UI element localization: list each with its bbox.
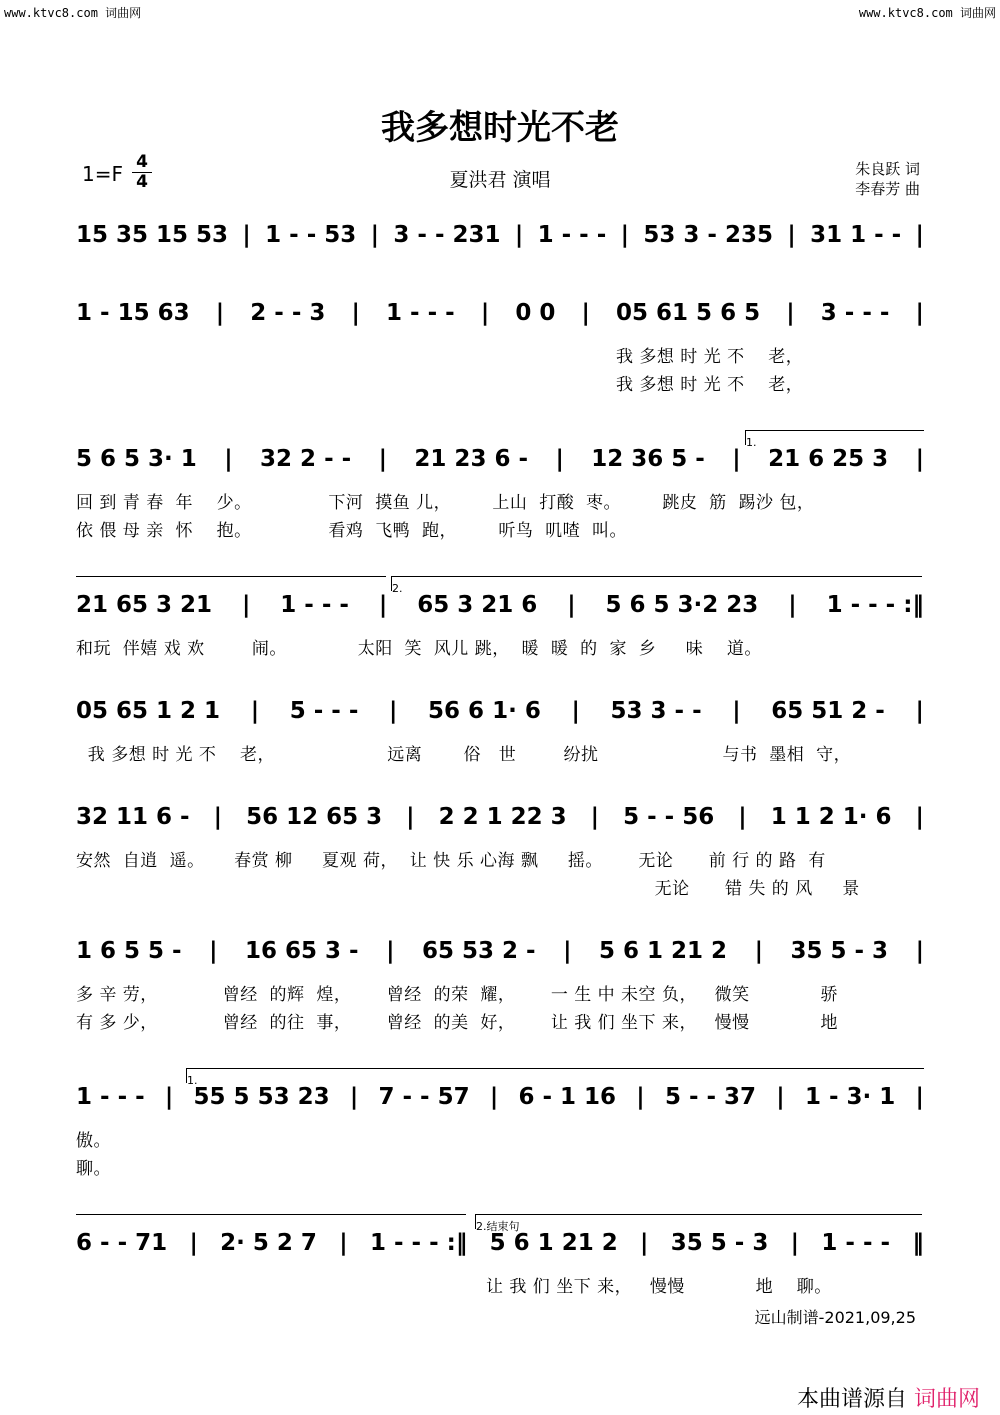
measure: 56 12 65 3 xyxy=(246,804,383,830)
measure: 2· 5 2 7 xyxy=(220,1230,317,1256)
barline: | xyxy=(242,222,251,248)
transcriber-credit: 远山制谱-2021,09,25 xyxy=(754,1308,916,1327)
lyric-line-3a: 回 到 青 春 年 少。 下河 摸鱼 儿， 上山 打酸 枣。 跳皮 筋 踢沙 包， xyxy=(76,493,815,513)
measure: 5 - - 56 xyxy=(623,804,715,830)
barline: | xyxy=(514,222,524,248)
source-text: 本曲谱源自 xyxy=(796,1387,907,1412)
ending-label: 1. xyxy=(187,1074,198,1087)
barline: | xyxy=(915,300,924,326)
measure: 5 - - - xyxy=(289,698,359,724)
measure: 65 53 2 - xyxy=(422,938,536,964)
barline: | xyxy=(351,300,360,326)
ending-label: 2. xyxy=(392,582,403,595)
measure: 21 65 3 21 xyxy=(76,592,213,618)
measure: 35 5 - 3 xyxy=(790,938,889,964)
score-line-3 xyxy=(76,446,924,480)
ending-bracket-2-line9 xyxy=(475,1214,922,1233)
lyric-line-9: 让 我 们 坐下 来， 慢慢 地 聊。 xyxy=(486,1277,832,1297)
barline: | xyxy=(378,446,387,472)
score-line-7 xyxy=(76,938,924,972)
lyric-line-7b: 有 多 少， 曾经 的往 事， 曾经 的美 好， 让 我 们 坐下 来， 慢慢 地 xyxy=(76,1013,838,1033)
time-signature-bottom: 4 xyxy=(132,172,152,192)
barline: | xyxy=(563,938,572,964)
source-note xyxy=(797,1382,980,1413)
barline: | xyxy=(241,592,251,618)
measure: 15 35 15 53 xyxy=(76,222,229,248)
measure: 32 11 6 - xyxy=(76,804,190,830)
lyric-line-3b: 依 偎 母 亲 怀 抱。 看鸡 飞鸭 跑， 听鸟 叽喳 叫。 xyxy=(76,521,627,541)
barline: | xyxy=(915,938,924,964)
score-line-5 xyxy=(76,698,924,732)
measure: 1 - 3· 1 xyxy=(804,1084,896,1110)
barline: | xyxy=(732,446,741,472)
barline: | xyxy=(581,300,590,326)
barline: | xyxy=(788,592,797,618)
lyric-line-5: 我 多想 时 光 不 老， 远离 俗 世 纷扰 与书 墨相 守， xyxy=(76,745,852,765)
measure: 1 - 15 63 xyxy=(76,300,190,326)
barline: | xyxy=(489,1084,499,1110)
measure: 5 6 5 3· 1 xyxy=(76,446,197,472)
measure: 1 - - 53 xyxy=(265,222,357,248)
barline: | xyxy=(378,592,388,618)
lyric-line-4: 和玩 伴嬉 戏 欢 闹。 太阳 笑 风儿 跳， 暖 暖 的 家 乡 味 道。 xyxy=(76,639,762,659)
measure: 2 2 1 22 3 xyxy=(438,804,567,830)
ending-bracket-1-line3 xyxy=(745,430,924,449)
lyric-line-2b: 我 多想 时 光 不 老， xyxy=(616,375,804,395)
score-line-9 xyxy=(76,1230,924,1264)
measure: 31 1 - - xyxy=(810,222,902,248)
score-line-4 xyxy=(76,592,924,626)
measure: 1 1 2 1· 6 xyxy=(770,804,892,830)
lyric-line-6a: 安然 自逍 遥。 春赏 柳 夏观 荷， 让 快 乐 心海 飘 摇。 无论 前 行 的 路 有 xyxy=(76,851,826,871)
score-line-8 xyxy=(76,1084,924,1118)
barline: | xyxy=(250,698,260,724)
barline: | xyxy=(915,804,924,830)
composer: 李春芳 曲 xyxy=(855,180,920,198)
measure: 21 23 6 - xyxy=(414,446,529,472)
barline: | xyxy=(213,804,223,830)
barline: | xyxy=(567,592,576,618)
barline: 1 - - - :‖ xyxy=(369,1230,468,1256)
barline: | xyxy=(590,804,600,830)
measure: 55 5 53 23 xyxy=(193,1084,330,1110)
measure: 1 - - - xyxy=(821,1230,891,1256)
barline: | xyxy=(620,222,630,248)
measure: 0 0 xyxy=(515,300,556,326)
barline: | xyxy=(915,446,924,472)
barline: | xyxy=(224,446,233,472)
measure: 5 6 5 3·2 23 xyxy=(605,592,759,618)
barline: | xyxy=(164,1084,174,1110)
barline: 1 - - - :‖ xyxy=(826,592,924,618)
measure: 53 3 - - xyxy=(610,698,702,724)
barline: | xyxy=(339,1230,348,1256)
measure: 56 6 1· 6 xyxy=(428,698,541,724)
barline: | xyxy=(209,938,218,964)
measure: 65 51 2 - xyxy=(771,698,885,724)
score-line-1 xyxy=(76,222,924,256)
barline: | xyxy=(732,698,741,724)
measure: 6 - - 71 xyxy=(76,1230,168,1256)
measure: 35 5 - 3 xyxy=(670,1230,769,1256)
barline: | xyxy=(738,804,747,830)
barline: | xyxy=(915,698,924,724)
barline: | xyxy=(215,300,225,326)
ending-label: 2.结束句 xyxy=(476,1220,520,1233)
barline: | xyxy=(386,938,395,964)
measure: 16 65 3 - xyxy=(245,938,359,964)
barline: | xyxy=(571,698,580,724)
measure: 05 61 5 6 5 xyxy=(616,300,761,326)
barline: | xyxy=(636,1084,645,1110)
barline: | xyxy=(915,222,924,248)
barline: | xyxy=(480,300,490,326)
song-title: 我多想时光不老 xyxy=(381,108,619,148)
measure: 6 - 1 16 xyxy=(518,1084,617,1110)
barline: | xyxy=(776,1084,785,1110)
site-watermark-right: www.ktvc8.com 词曲网 xyxy=(858,6,996,20)
measure: 5 6 1 21 2 xyxy=(599,938,728,964)
barline: | xyxy=(787,222,796,248)
barline: | xyxy=(389,698,398,724)
site-watermark-left: www.ktvc8.com 词曲网 xyxy=(4,6,142,20)
ending-label: 1. xyxy=(746,436,757,449)
lyric-line-7a: 多 辛 劳， 曾经 的辉 煌， 曾经 的荣 耀， 一 生 中 未空 负， 微笑 骄 xyxy=(76,985,838,1005)
barline: | xyxy=(754,938,763,964)
lyric-line-8b: 聊。 xyxy=(76,1159,111,1179)
barline: | xyxy=(915,1084,924,1110)
measure: 12 36 5 - xyxy=(591,446,705,472)
lyric-line-6b: 无论 错 失 的 风 景 xyxy=(76,879,860,899)
measure: 3 - - 231 xyxy=(393,222,501,248)
ending-bracket-1-continue xyxy=(76,576,386,591)
measure: 1 6 5 5 - xyxy=(76,938,182,964)
score-line-2 xyxy=(76,300,924,334)
time-signature-top: 4 xyxy=(136,152,148,172)
barline: | xyxy=(786,300,795,326)
barline: | xyxy=(790,1230,800,1256)
measure: 1 - - - xyxy=(537,222,607,248)
measure: 05 65 1 2 1 xyxy=(76,698,221,724)
measure: 1 - - - xyxy=(280,592,349,618)
measure: 2 - - 3 xyxy=(250,300,326,326)
lyricist: 朱良跃 词 xyxy=(855,160,920,178)
measure: 5 6 1 21 2 xyxy=(489,1230,618,1256)
ending-bracket-1-line8 xyxy=(186,1068,924,1087)
ending-bracket-1-continue-2 xyxy=(76,1214,466,1229)
barline: ‖ xyxy=(912,1230,924,1256)
key-signature: 1=F xyxy=(82,162,123,186)
source-site-name: 词曲网 xyxy=(913,1387,980,1412)
lyric-line-2a: 我 多想 时 光 不 老， xyxy=(616,347,804,367)
measure: 1 - - - xyxy=(386,300,455,326)
barline: | xyxy=(406,804,415,830)
measure: 7 - - 57 xyxy=(378,1084,470,1110)
barline: | xyxy=(555,446,564,472)
measure: 53 3 - 235 xyxy=(643,222,773,248)
barline: | xyxy=(189,1230,198,1256)
performer: 夏洪君 演唱 xyxy=(449,169,551,191)
barline: | xyxy=(349,1084,359,1110)
measure: 3 - - - xyxy=(820,300,890,326)
score-line-6 xyxy=(76,804,924,838)
measure: 32 2 - - xyxy=(260,446,352,472)
barline: | xyxy=(370,222,380,248)
measure: 21 6 25 3 xyxy=(768,446,889,472)
measure: 65 3 21 6 xyxy=(417,592,538,618)
measure: 1 - - - xyxy=(76,1084,145,1110)
ending-bracket-2-line4 xyxy=(391,576,922,595)
lyric-line-8a: 傲。 xyxy=(76,1131,111,1151)
barline: | xyxy=(640,1230,649,1256)
measure: 5 - - 37 xyxy=(664,1084,757,1110)
